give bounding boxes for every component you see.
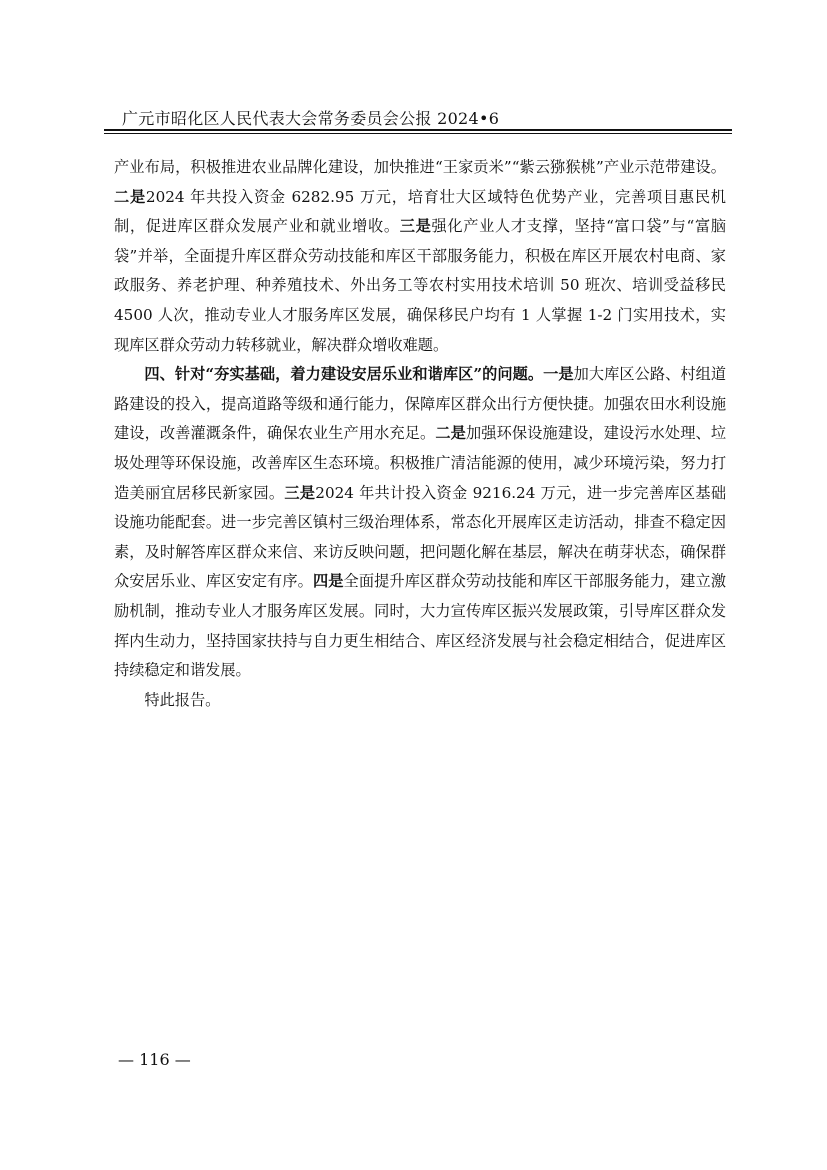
paragraph-text: 全面提升库区群众劳动技能和库区干部服务能力，建立激励机制，推动专业人才服务库区发展。同时，大力宣传库区振兴发展政策，引导库区群众发挥内生动力，坚持国家扶持与自力更生相结合、库区经济发展与社会稳定相结合，促进库区持续稳定和谐发展。	[114, 572, 727, 680]
closing-statement: 特此报告。	[144, 690, 221, 709]
page-number: — 116 —	[118, 1050, 191, 1069]
bold-marker-second: 二是	[435, 424, 466, 443]
bold-marker-second: 二是	[114, 187, 146, 206]
paragraph-text: 强化产业人才支撑，坚持“富口袋”与“富脑袋”并举，全面提升库区群众劳动技能和库区干部服务能力，积极在库区开展农村电商、家政服务、养老护理、种养殖技术、外出务工等农村实用技术培训 50 班次、培训受益移民 4500 人次，推动专业人才服务库区发展，确保移民户均有 1 人掌握 1-2 门实用技术，实现库区群众劳动力转移就业，解决群众增收难题。	[114, 217, 727, 354]
bold-marker-fourth: 四是	[312, 572, 344, 591]
header-rule-thick	[104, 129, 732, 131]
paragraph-industry-continuation	[114, 153, 726, 360]
paragraph-text: 加大库区公路、村组道路建设的投入，提高道路等级和通行能力，保障库区群众出行方便快捷。加强农田水利设施建设，改善灌溉条件，确保农业生产用水充足。	[114, 365, 727, 443]
page-header-title: 广元市昭化区人民代表大会常务委员会公报 2024•6	[122, 109, 500, 128]
paragraph-text: 2024 年共投入资金 6282.95 万元，培育壮大区域特色优势产业，完善项目惠民机制，促进库区群众发展产业和就业增收。	[114, 187, 726, 236]
bold-marker-third: 三是	[284, 483, 316, 502]
header-rule-thin	[104, 133, 732, 134]
paragraph-text: 产业布局，积极推进农业品牌化建设，加快推进“王家贡米”“紫云猕猴桃”产业示范带建设。	[114, 158, 726, 176]
document-body	[114, 153, 726, 715]
bold-marker-first: 一是	[543, 365, 574, 384]
paragraph-section-four	[114, 360, 726, 686]
paragraph-text: 加强环保设施建设，建设污水处理、垃圾处理等环保设施，改善库区生态环境。积极推广清洁能源的使用，减少环境污染，努力打造美丽宜居移民新家园。	[114, 424, 727, 502]
section-four-heading: 四、针对“夯实基础，着力建设安居乐业和谐库区”的问题。	[144, 365, 544, 384]
paragraph-text: 2024 年共计投入资金 9216.24 万元，进一步完善库区基础设施功能配套。进一步完善区镇村三级治理体系，常态化开展库区走访活动，排查不稳定因素，及时解答库区群众来信、来访反映问题，把问题化解在基层，解决在萌芽状态，确保群众安居乐业、库区安定有序。	[114, 483, 727, 591]
bold-marker-third: 三是	[399, 217, 432, 236]
